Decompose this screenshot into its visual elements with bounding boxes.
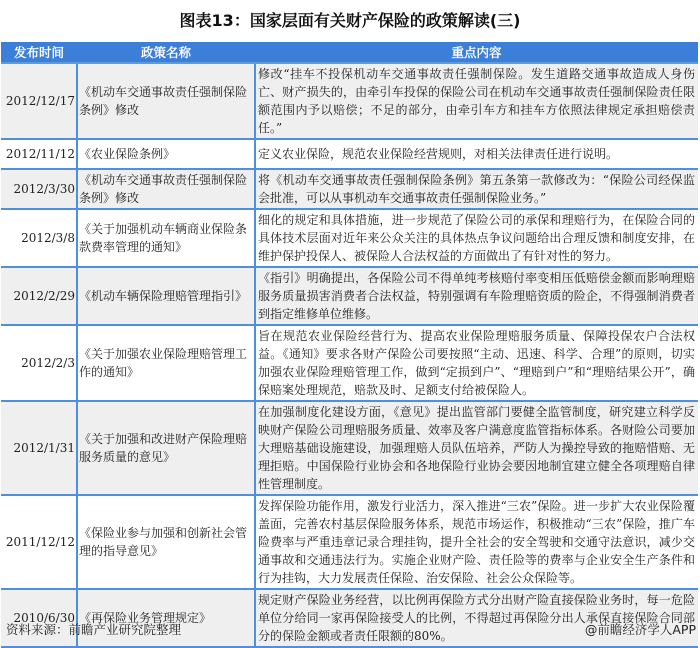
- row-content: 修改“挂车不投保机动车交通事故责任强制保险。发生道路交通事故造成人身伤亡、财产损失的，由牵引车投保的保险公司在机动车交通事故责任强制保险责任限额范围内予以赔偿；不足的部分，由牵引车方和挂车方依照法律规定承担赔偿责任。”: [255, 63, 698, 139]
- row-content: 规定财产保险业务经营，以比例再保险方式分出财产险直接保险业务时，每一危险单位分给同一家再保险接受人的比例，不得超过再保险分出人承保直接保险合同部分的保险金额或者责任限额的80%。: [255, 589, 698, 647]
- row-policy-name: 《再保险业务管理规定》: [77, 589, 255, 647]
- source-note: 资料来源：前瞻产业研究院整理: [6, 622, 182, 637]
- header-content: 重点内容: [255, 42, 698, 63]
- table-row: [1, 589, 698, 647]
- table-row: [1, 209, 698, 267]
- row-date: 2010/6/30: [1, 589, 77, 647]
- row-policy-name: 《关于加强农业保险理赔管理工作的通知》: [77, 325, 255, 401]
- row-date: 2011/12/12: [1, 495, 77, 589]
- row-date: 2012/3/8: [1, 209, 77, 267]
- row-policy-name: 《机动车辆保险理赔管理指引》: [77, 267, 255, 325]
- brand-credit: @前瞻经济学人APP: [584, 622, 696, 637]
- row-date: 2012/2/29: [1, 267, 77, 325]
- row-content: 定义农业保险，规范农业保险经营规则，对相关法律责任进行说明。: [255, 139, 698, 169]
- table-row: [1, 169, 698, 209]
- row-content: 旨在规范农业保险经营行为、提高农业保险理赔服务质量、保障投保农户合法权益。《通知》要求各财产保险公司要按照“主动、迅速、科学、合理”的原则，切实加强农业保险理赔管理工作，做到“定损到户”、“理赔到户”和“理赔结果公开”，确保赔案处理规范，赔款及时、足额支付给被保险人。: [255, 325, 698, 401]
- table-row: [1, 325, 698, 401]
- row-content: 发挥保险功能作用，激发行业活力，深入推进“三农”保险。进一步扩大农业保险覆盖面，完善农村基层保险服务体系，规范市场运作，积极推动“三农”保险，推广车险费率与严重违章记录合理挂钩，提升全社会的安全驾驶和交通守法意识，减少交通事故和交通违法行为。实施企业财产险、责任险等的费率与企业安全生产条件和行为挂钩，大力发展责任保险、治安保险、社会公众保险等。: [255, 495, 698, 589]
- row-policy-name: 《农业保险条例》: [77, 139, 255, 169]
- row-content: 在加强制度化建设方面，《意见》提出监管部门要健全监管制度，研究建立科学反映财产保险公司理赔服务质量、效率及客户满意度监管指标体系。各财险公司要加大理赔基础设施建设，加强理赔人员队伍培养，严防人为操控导致的拖赔惜赔、无理拒赔。中国保险行业协会和各地保险行业协会要因地制宜建立健全各项理赔自律性管理制度。: [255, 401, 698, 495]
- row-policy-name: 《机动车交通事故责任强制保险条例》修改: [77, 63, 255, 139]
- row-policy-name: 《关于加强机动车辆商业保险条款费率管理的通知》: [77, 209, 255, 267]
- row-date: 2012/11/12: [1, 139, 77, 169]
- row-date: 2012/1/31: [1, 401, 77, 495]
- row-date: 2012/2/3: [1, 325, 77, 401]
- row-policy-name: 《机动车交通事故责任强制保险条例》修改: [77, 169, 255, 209]
- row-content: 将《机动车交通事故责任强制保险条例》第五条第一款修改为：“保险公司经保监会批准，可以从事机动车交通事故责任强制保险业务。”: [255, 169, 698, 209]
- row-date: 2012/12/17: [1, 63, 77, 139]
- page-title: 图表13：国家层面有关财产保险的政策解读(三): [179, 11, 521, 30]
- table-header: [1, 42, 698, 63]
- table-row: [1, 267, 698, 325]
- table-row: [1, 495, 698, 589]
- table-row: [1, 139, 698, 169]
- row-date: 2012/3/30: [1, 169, 77, 209]
- header-date: 发布时间: [1, 42, 77, 63]
- header-name: 政策名称: [77, 42, 255, 63]
- row-policy-name: 《关于加强和改进财产保险理赔服务质量的意见》: [77, 401, 255, 495]
- table-row: [1, 63, 698, 139]
- row-content: 细化的规定和具体措施，进一步规范了保险公司的承保和理赔行为，在保险合同的具体技术层面对近年来公众关注的具体热点争议问题给出合理反馈和制度安排，在维护保护投保人、被保险人合法权益的方面做出了有针对性的努力。: [255, 209, 698, 267]
- row-content: 《指引》明确提出，各保险公司不得单纯考核赔付率变相压低赔偿金额而影响理赔服务质量损害消费者合法权益，特别强调有车险理赔资质的险企，不得强制消费者到指定维修单位维修。: [255, 267, 698, 325]
- policy-table: [1, 42, 698, 648]
- row-policy-name: 《保险业参与加强和创新社会管理的指导意见》: [77, 495, 255, 589]
- table-row: [1, 401, 698, 495]
